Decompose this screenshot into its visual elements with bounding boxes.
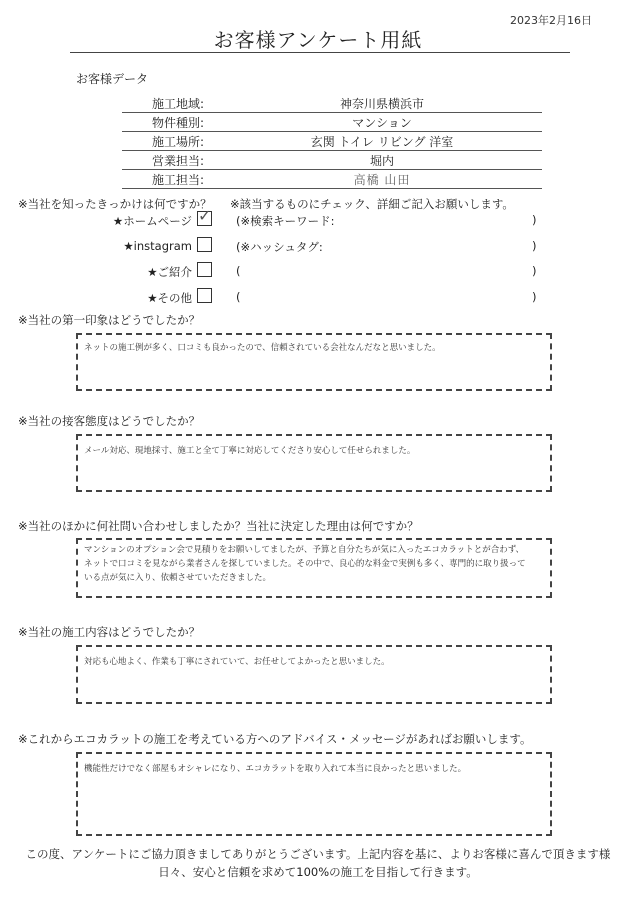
question-advice-message: ※これからエコカラットの施工を考えている方へのアドバイス・メッセージがあればお願いします。 — [18, 732, 532, 746]
paren-close: ) — [532, 239, 537, 253]
page-title: お客様アンケート用紙 — [213, 28, 423, 52]
data-row-property-type — [122, 113, 542, 132]
answer-box-other-companies — [76, 538, 552, 598]
answer-text-line-2: ネットで口コミを見ながら業者さんを探していました。その中で、良心的な料金で実例も多く、専門的に取り扱って — [84, 559, 526, 569]
data-value: 堀内 — [369, 154, 394, 168]
paren-close: ) — [532, 290, 537, 304]
answer-text-line-1: マンションのオプション会で見積りをお願いしてましたが、予算と自分たちが気に入ったエコカラットとが合わず、 — [84, 545, 525, 555]
data-row-construction-staff — [122, 170, 542, 189]
question-first-impression: ※当社の第一印象はどうでしたか？ — [18, 313, 201, 327]
question-source: ※当社を知ったきっかけは何ですか？ — [18, 197, 212, 211]
question-customer-service: ※当社の接客態度はどうでしたか？ — [18, 414, 201, 428]
answer-box-first-impression — [76, 333, 552, 391]
data-row-sales-staff — [122, 151, 542, 170]
data-label: 営業担当: — [152, 154, 205, 168]
divider — [122, 188, 542, 189]
source-homepage-label: ★ホームページ — [112, 214, 192, 228]
question-construction-quality: ※当社の施工内容はどうでしたか？ — [18, 625, 201, 639]
source-other-label: ★その他 — [147, 291, 192, 305]
source-referral-label: ★ご紹介 — [147, 265, 192, 279]
checkbox-referral[interactable] — [197, 262, 212, 277]
paren-close: ) — [532, 213, 537, 227]
footer-line-2: 日々、安心と信頼を求めて100%の施工を目指して行きます。 — [158, 865, 478, 879]
answer-box-construction-quality — [76, 645, 552, 704]
data-label: 施工担当: — [152, 173, 205, 187]
answer-text: 対応も心地よく、作業も丁寧にされていて、お任せしてよかったと思いました。 — [84, 657, 390, 667]
other-detail-label: ( — [236, 290, 241, 304]
referral-detail-label: ( — [236, 264, 241, 278]
data-row-region — [122, 94, 542, 113]
footer-line-1: この度、アンケートにご協力頂きましてありがとうございます。上記内容を基に、よりお客様に喜んで頂きます様 — [25, 847, 611, 861]
question-other-companies: ※当社のほかに何社問い合わせしましたか？当社に決定した理由は何ですか？ — [18, 519, 419, 533]
answer-text: メール対応、現地採寸、施工と全て丁寧に対応してくださり安心して任せられました。 — [84, 446, 416, 456]
source-instagram-label: ★instagram — [123, 239, 192, 253]
question-source-note: ※該当するものにチェック、詳細ご記入お願いします。 — [230, 197, 514, 211]
customer-data-label: お客様データ — [76, 72, 149, 86]
data-value-handwritten: 高橋 山田 — [353, 173, 411, 187]
checkbox-other[interactable] — [197, 288, 212, 303]
title-underline — [70, 52, 570, 53]
checkbox-instagram[interactable] — [197, 237, 212, 252]
search-keyword-label: (※検索キーワード: — [236, 214, 335, 228]
checkbox-homepage[interactable] — [197, 206, 212, 226]
answer-box-customer-service — [76, 434, 552, 492]
data-value: マンション — [352, 116, 412, 130]
survey-date: 2023年2月16日 — [510, 14, 592, 27]
data-row-location — [122, 132, 542, 151]
hashtag-label: (※ハッシュタグ: — [236, 240, 323, 254]
answer-text: 機能性だけでなく部屋もオシャレになり、エコカラットを取り入れて本当に良かったと思いました。 — [84, 764, 467, 774]
answer-text-line-3: いる点が気に入り、依頼させていただきました。 — [84, 573, 272, 583]
checkmark-icon: ✓ — [198, 206, 212, 225]
data-value: 玄関 トイレ リビング 洋室 — [310, 135, 454, 149]
paren-close: ) — [532, 264, 537, 278]
data-label: 施工地域: — [152, 97, 205, 111]
data-label: 施工場所: — [152, 135, 205, 149]
answer-box-advice-message — [76, 752, 552, 836]
data-label: 物件種別: — [152, 116, 205, 130]
data-value: 神奈川県横浜市 — [339, 97, 424, 111]
answer-text: ネットの施工例が多く、口コミも良かったので、信頼されている会社なんだなと思いました。 — [84, 343, 441, 353]
